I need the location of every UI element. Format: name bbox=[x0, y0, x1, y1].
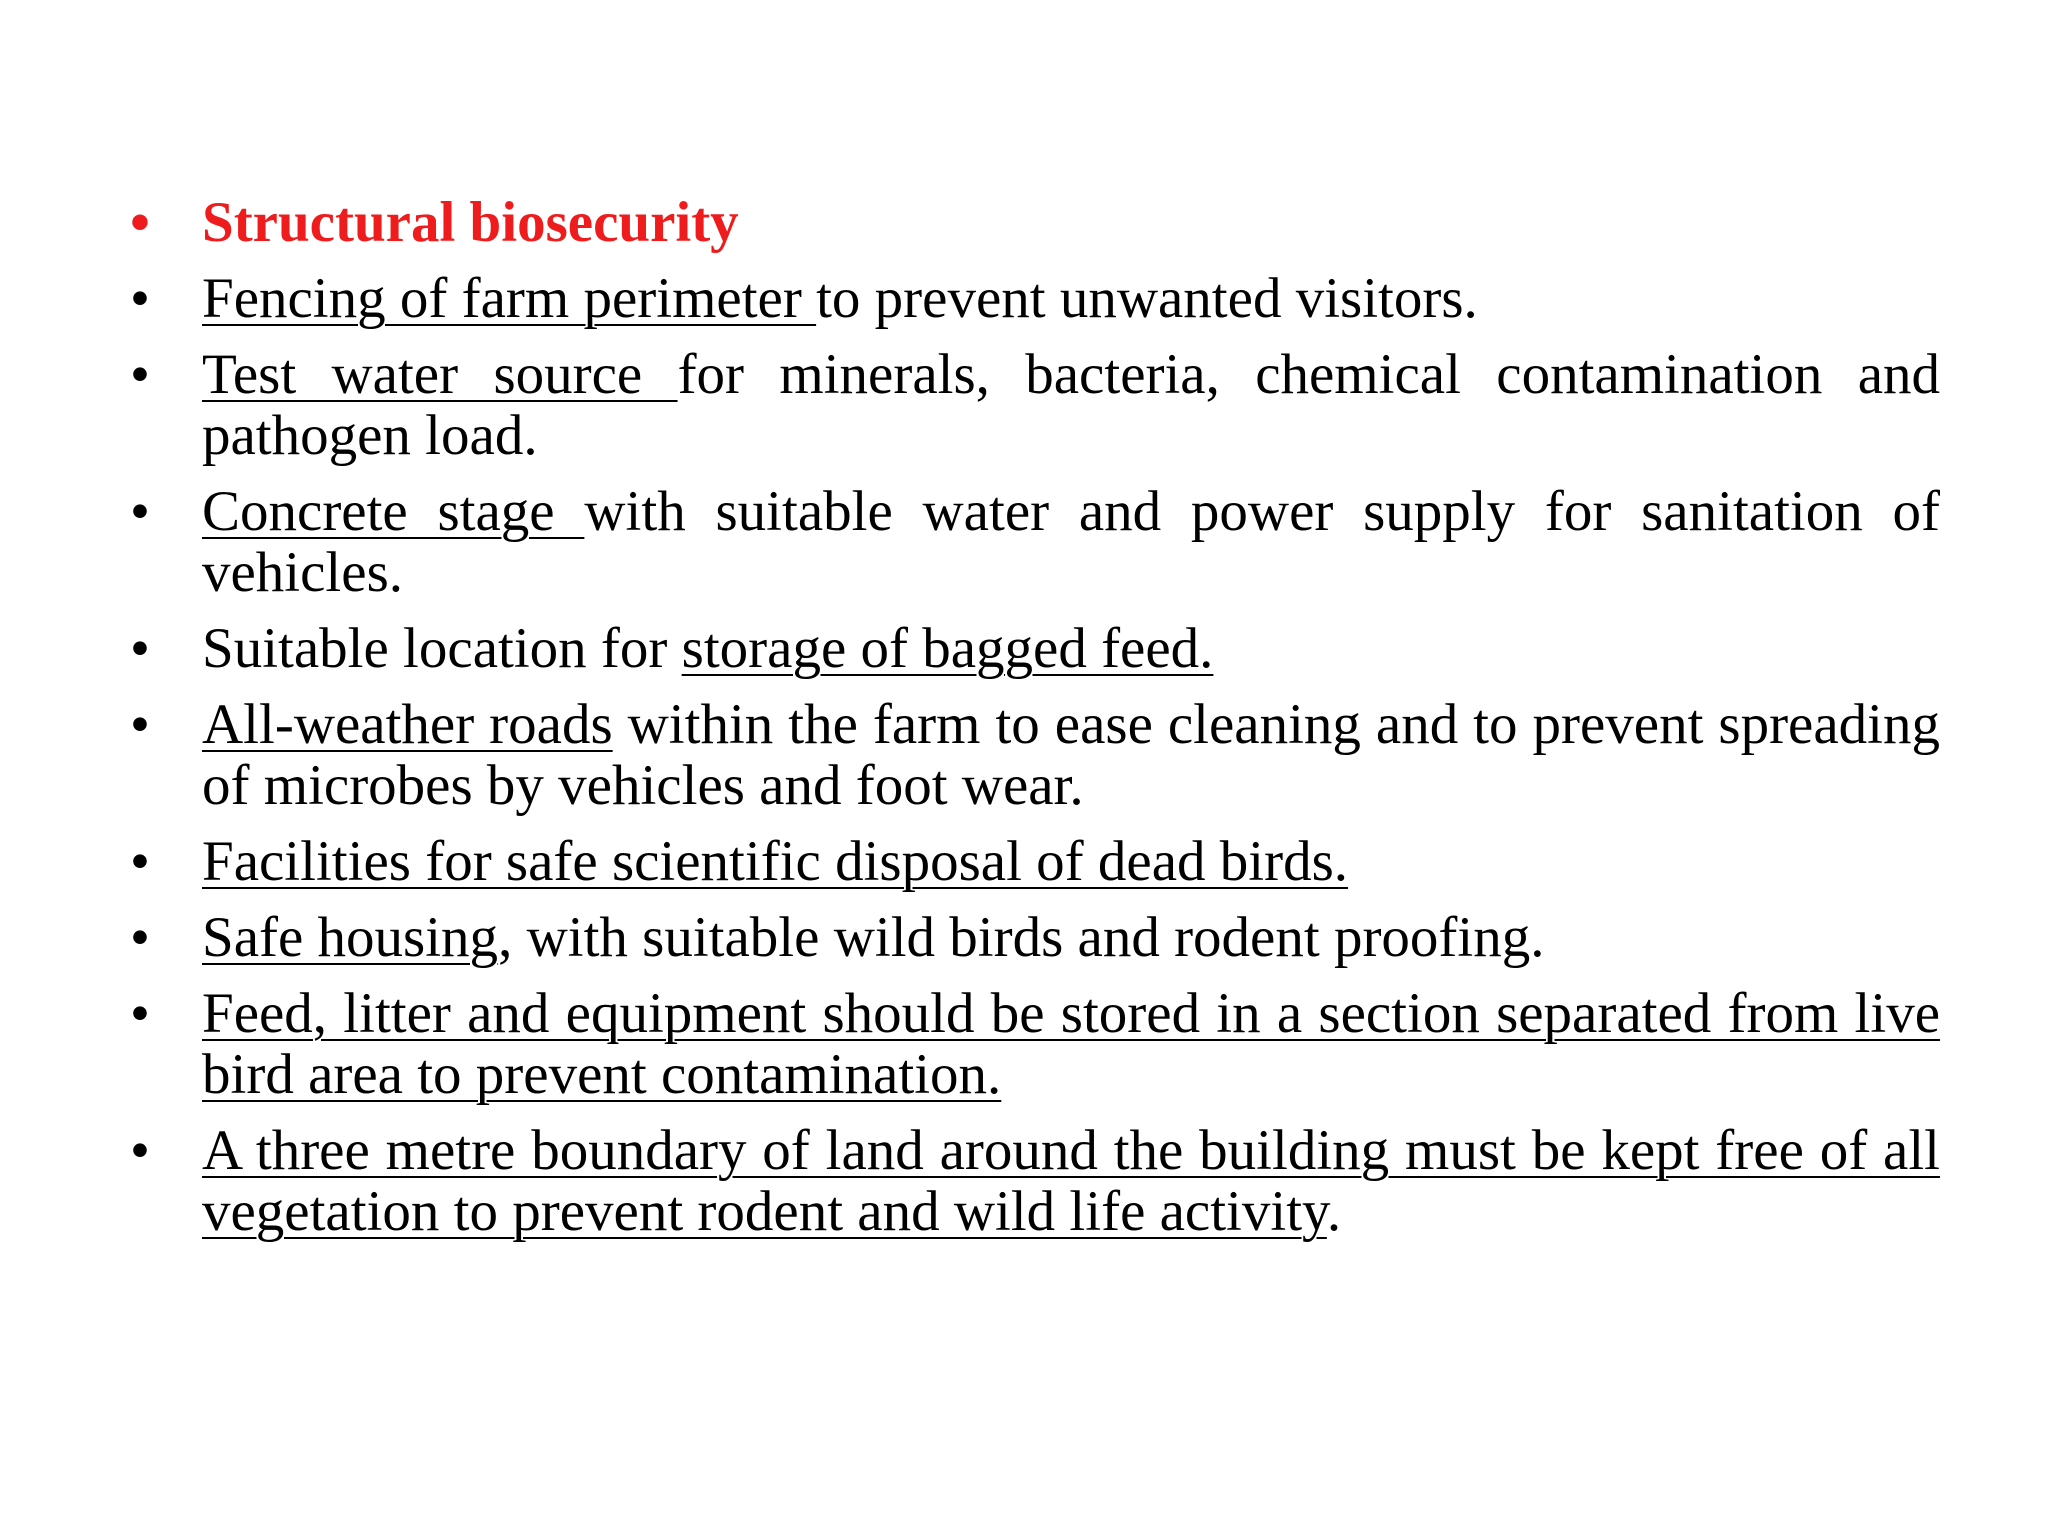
underlined-text: Facilities for safe scientific disposal of dead birds. bbox=[202, 830, 1349, 893]
list-item-fencing bbox=[120, 268, 1940, 329]
slide-title: Structural biosecurity bbox=[202, 191, 739, 254]
underlined-text: A three metre boundary of land around the building must be kept free of all vegetation to prevent rodent and wild life activity bbox=[202, 1119, 1940, 1243]
bullet-icon: • bbox=[130, 830, 150, 893]
bullet-icon: • bbox=[130, 343, 150, 406]
item-text: . bbox=[1326, 1180, 1342, 1243]
underlined-text: storage of bagged feed. bbox=[681, 617, 1214, 680]
bullet-icon: • bbox=[130, 191, 150, 254]
underlined-text: Fencing of farm perimeter bbox=[202, 267, 817, 330]
list-item-roads bbox=[120, 694, 1940, 816]
list-item-housing bbox=[120, 907, 1940, 968]
list-item-boundary bbox=[120, 1120, 1940, 1242]
bullet-icon: • bbox=[130, 1119, 150, 1182]
bullet-icon: • bbox=[130, 693, 150, 756]
underlined-text: Safe housing bbox=[202, 906, 499, 969]
bullet-icon: • bbox=[130, 267, 150, 330]
list-item-water-source bbox=[120, 344, 1940, 466]
item-text: with suitable water and power supply for sanitation of vehicles. bbox=[202, 480, 1940, 604]
bullet-icon: • bbox=[130, 906, 150, 969]
item-text: within the farm to ease cleaning and to prevent spreading of microbes by vehicles and foot wear. bbox=[202, 693, 1940, 817]
bullet-icon: • bbox=[130, 617, 150, 680]
item-text: Suitable location for bbox=[202, 617, 682, 680]
bullet-icon: • bbox=[130, 982, 150, 1045]
underlined-text: Feed, litter and equipment should be stored in a section separated from live bird area to prevent contamination. bbox=[202, 982, 1940, 1106]
underlined-text: Concrete stage bbox=[202, 480, 585, 543]
bullet-icon: • bbox=[130, 480, 150, 543]
item-text: for minerals, bacteria, chemical contamination and pathogen load. bbox=[202, 343, 1941, 467]
bullet-list bbox=[120, 192, 1940, 1257]
list-item-title bbox=[120, 192, 1940, 253]
underlined-text: Test water source bbox=[202, 343, 678, 406]
list-item-concrete-stage bbox=[120, 481, 1940, 603]
list-item-equipment-storage bbox=[120, 983, 1940, 1105]
list-item-feed-storage bbox=[120, 618, 1940, 679]
item-text: to prevent unwanted visitors. bbox=[816, 267, 1478, 330]
item-text: , with suitable wild birds and rodent proofing. bbox=[498, 906, 1545, 969]
underlined-text: All-weather roads bbox=[202, 693, 613, 756]
list-item-disposal bbox=[120, 831, 1940, 892]
